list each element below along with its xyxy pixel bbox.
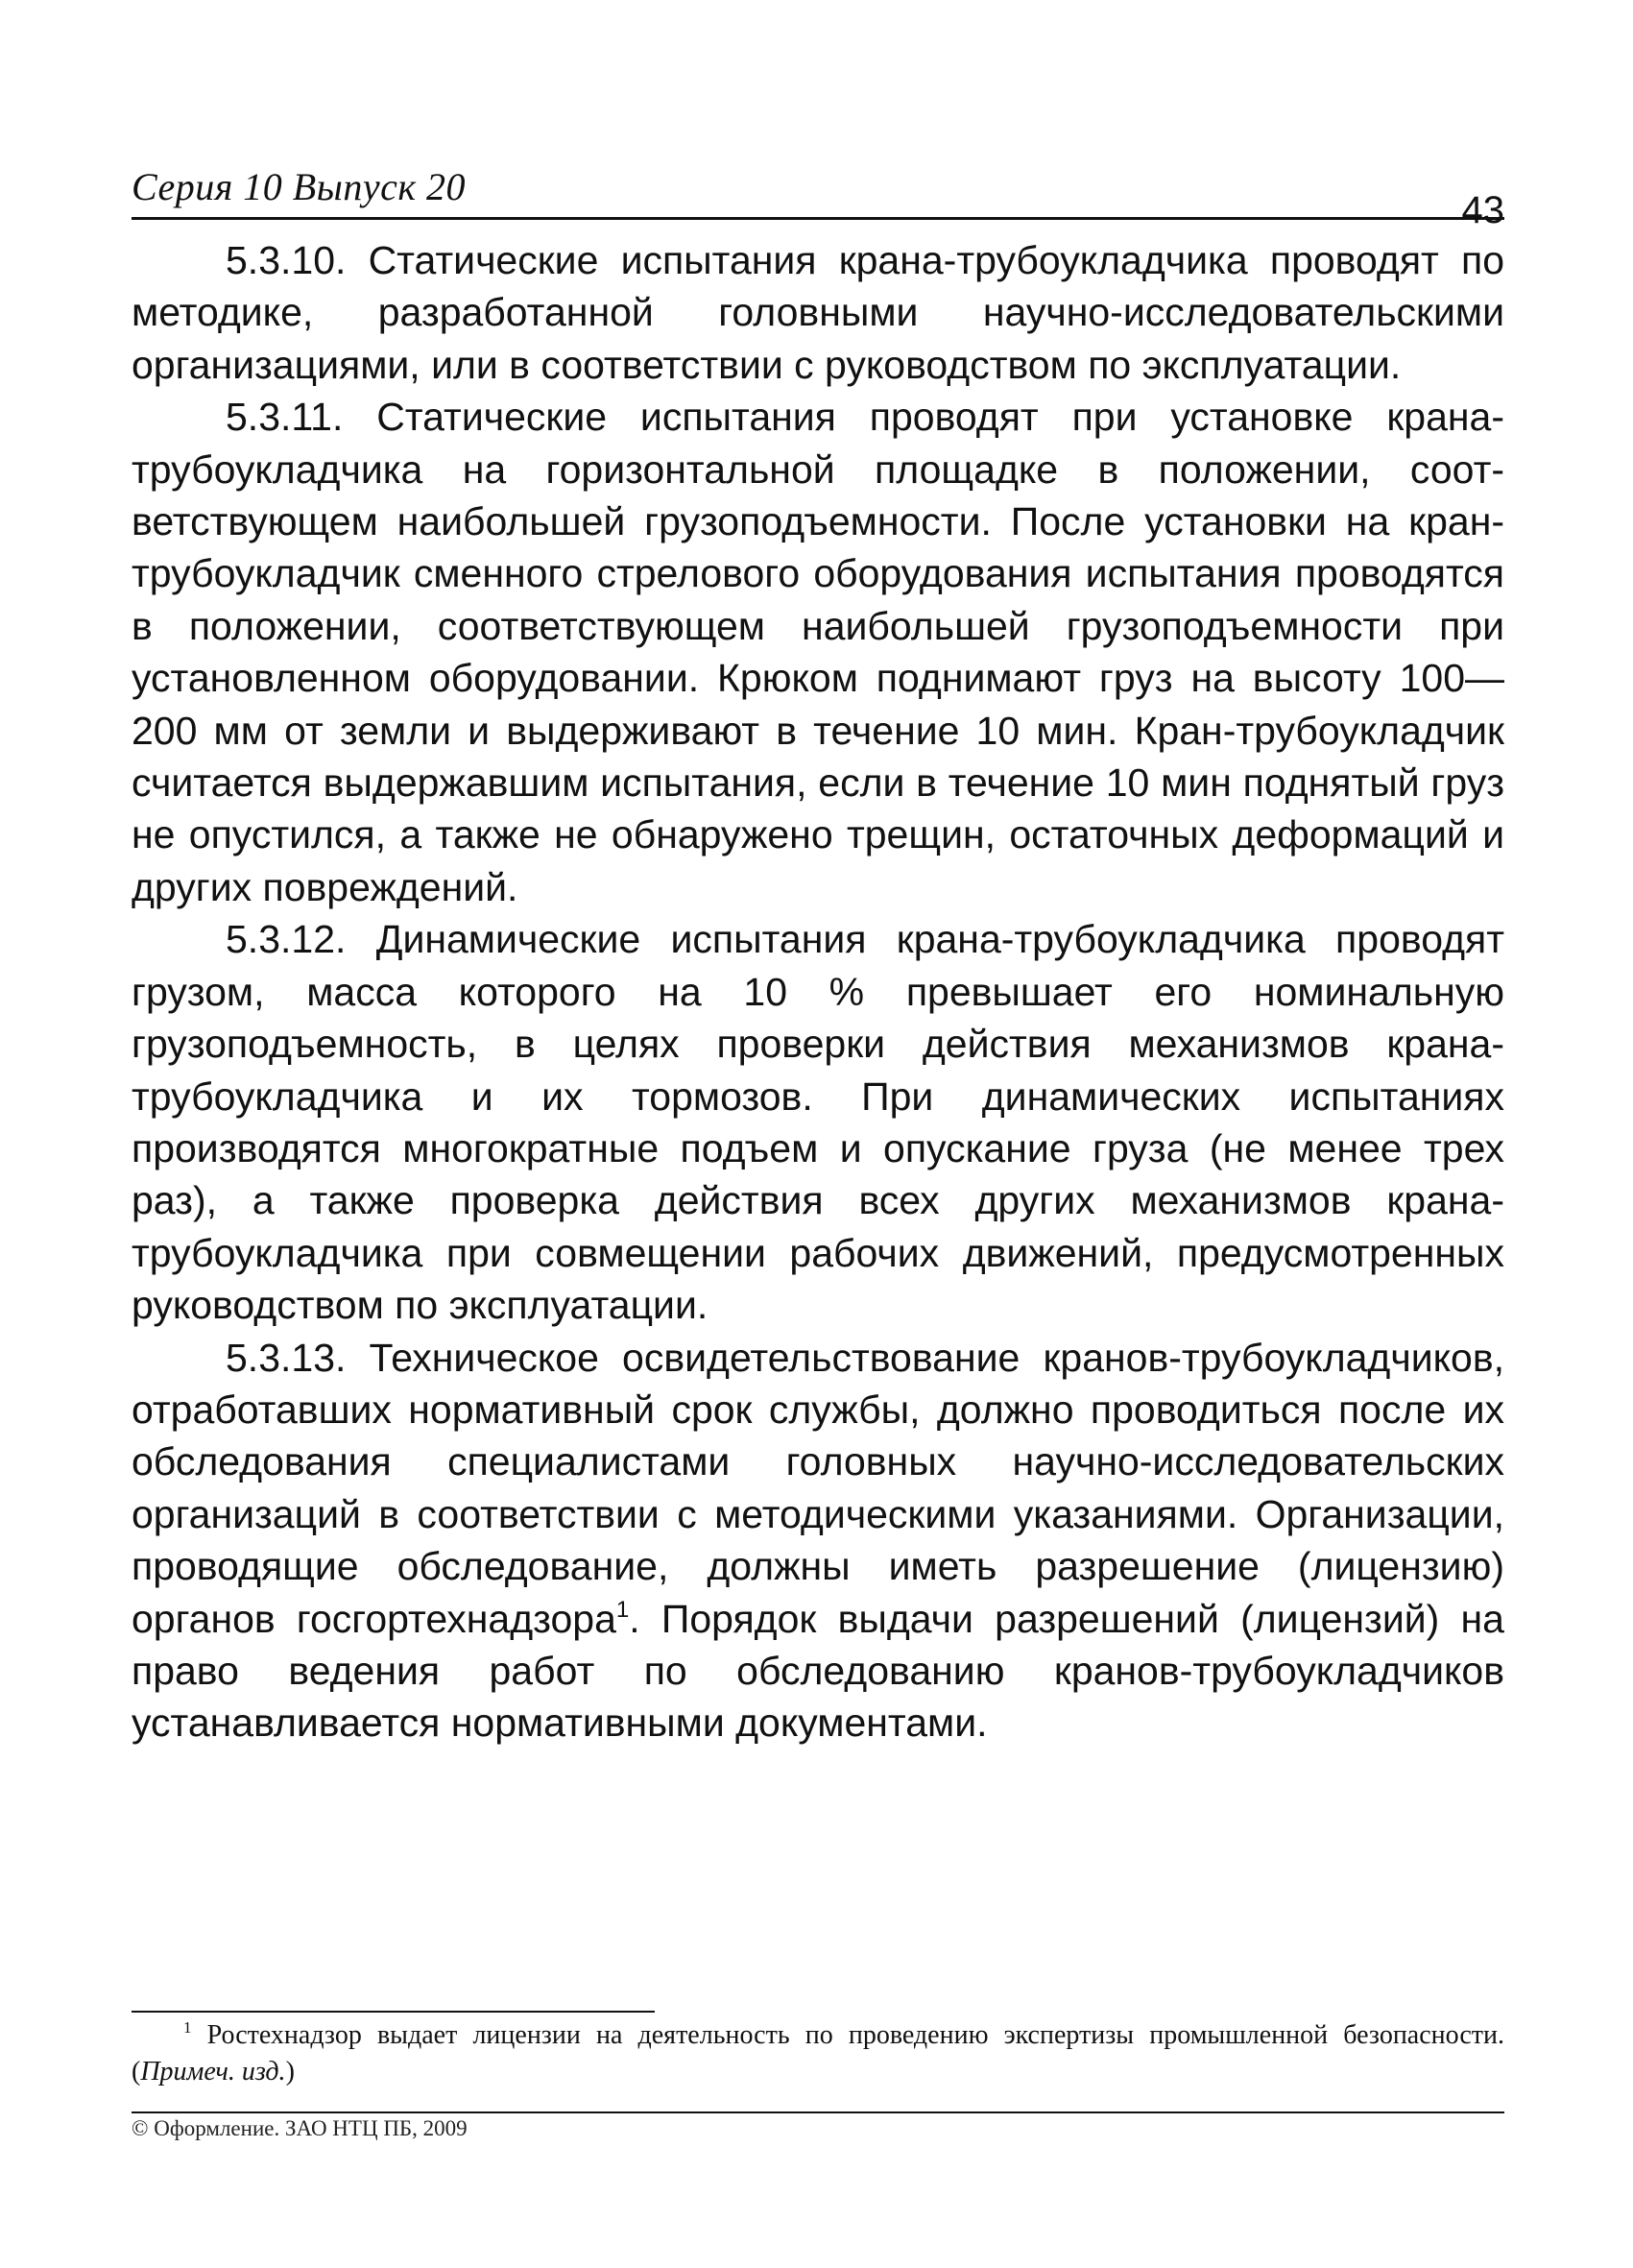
- running-title: Серия 10 Выпуск 20: [132, 165, 467, 208]
- paragraph-5-3-12: 5.3.12. Динамические испытания крана-трубоукладчика проводят грузом, масса которого на 10 % превышает его номинальную грузоподъемность, в целях проверки действия механизмов крана-трубоукладчика и их тормозов. При динамических испытаниях производятся многократные подъем и опускание груза (не менее трех раз), а также проверка действия всех других механизмов крана-трубоукладчика при совмещении рабочих движений, предусмотренных руководством по эксплуатации.: [132, 917, 1504, 1328]
- footnote: [132, 2017, 1504, 2090]
- footnote-note-label: Примеч. изд.: [140, 2057, 286, 2087]
- running-header: [132, 156, 1504, 231]
- bottom-divider: [132, 2111, 1504, 2113]
- paragraph-5-3-10: 5.3.10. Статические испытания крана-трубоукладчика проводят по методике, разработанной головными научно-исследовательскими организациями, или в соответствии с руководством по эксплуатации.: [132, 238, 1504, 387]
- paragraph-5-3-13-part-2: . Порядок выдачи разрешений (лицензий) на право ведения работ по обследованию кранов-трубоукладчиков устанавливается нормативными документами.: [132, 1596, 1504, 1746]
- paragraph-5-3-13: [132, 1332, 1504, 1749]
- footnote-closing: ): [285, 2057, 295, 2087]
- footnote-reference: 1: [615, 1596, 630, 1623]
- footnote-marker: 1: [183, 2018, 192, 2037]
- footnote-text: Ростехнадзор выдает лицензии на деятельность по проведению экспертизы промышленной безопасности. (: [132, 2020, 1504, 2087]
- footnote-divider: [132, 2011, 655, 2013]
- paragraph-5-3-13-part-1: 5.3.13. Техническое освидетельствование кранов-трубоукладчиков, отработавших нормативный срок службы, должно проводиться после их обследования специалистами головных научно-исследовательских организаций в соответствии с методическими указаниями. Организации, проводящие обследование, должны иметь разрешение (лицензию) органов госгортехнадзора: [132, 1335, 1504, 1641]
- page-number: 43: [1461, 189, 1504, 231]
- copyright-notice: © Оформление. ЗАО НТЦ ПБ, 2009: [132, 2116, 468, 2140]
- paragraph-5-3-11: 5.3.11. Статические испытания проводят при установке крана-трубоукладчика на горизонтальной площадке в положении, соответствующем наибольшей грузоподъемности. После установки на кран-трубоукладчик сменного стрелового оборудования испытания проводятся в положении, соответствующем наибольшей грузоподъемности при установленном оборудовании. Крюком поднимают груз на высоту 100—200 мм от земли и выдерживают в течение 10 мин. Кран-трубоукладчик считается выдержавшим испытания, если в течение 10 мин поднятый груз не опустился, а также не обнаружено трещин, остаточных деформаций и других повреждений.: [132, 395, 1504, 909]
- body-text: [132, 234, 1504, 1749]
